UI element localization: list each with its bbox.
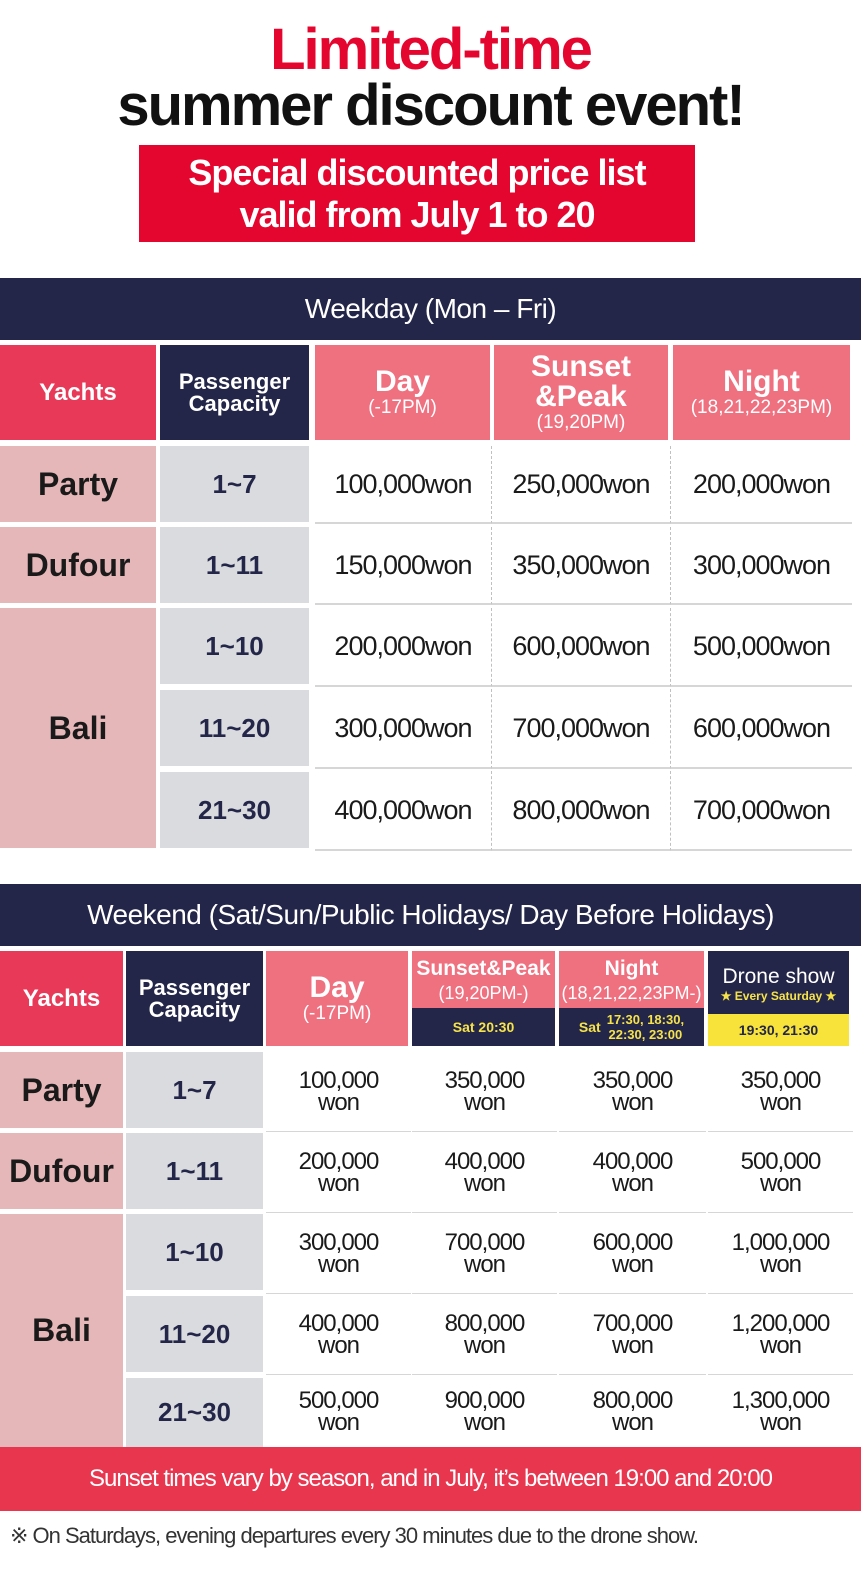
price-unit: won xyxy=(463,1250,506,1278)
weekend-price-drone xyxy=(708,1052,853,1132)
weekend-price-day xyxy=(266,1295,411,1375)
price-amount: 700,000 xyxy=(444,1228,525,1256)
price-amount: 900,000 xyxy=(444,1386,525,1414)
drone-show-label: Drone show xyxy=(722,965,835,988)
sunset-label-line1: Sunset xyxy=(530,349,632,383)
weekend-price-sunset xyxy=(412,1376,557,1447)
weekday-yacht-bali: Bali xyxy=(0,608,156,848)
price-amount: 800,000 xyxy=(592,1386,673,1414)
price-amount: 300,000 xyxy=(298,1228,379,1256)
weekend-header-sunset xyxy=(412,951,555,1046)
weekend-yacht-dufour: Dufour xyxy=(0,1133,123,1209)
weekend-price-sunset xyxy=(412,1133,557,1213)
weekday-price-night: 200,000won xyxy=(671,446,852,524)
weekday-section-title: Weekday (Mon – Fri) xyxy=(0,278,861,340)
weekend-header-night xyxy=(559,951,704,1046)
price-amount: 350,000 xyxy=(740,1066,821,1094)
weekday-capacity: 1~11 xyxy=(160,527,309,603)
price-unit: won xyxy=(463,1088,506,1116)
night-sat-times-line2: 22:30, 23:00 xyxy=(608,1027,683,1042)
weekday-price-day: 150,000won xyxy=(315,527,492,605)
weekend-capacity: 21~30 xyxy=(126,1378,263,1447)
weekday-price-day: 100,000won xyxy=(315,446,492,524)
weekday-price-sunset: 250,000won xyxy=(492,446,671,524)
weekday-price-day: 400,000won xyxy=(315,771,492,851)
weekend-header-yachts: Yachts xyxy=(0,951,123,1046)
weekend-price-day xyxy=(266,1133,411,1213)
weekend-header-drone xyxy=(708,951,849,1046)
night-hours: (18,21,22,23PM-) xyxy=(561,983,702,1003)
drone-every-saturday: ★ Every Saturday ★ xyxy=(720,989,837,1003)
weekday-price-sunset: 700,000won xyxy=(492,689,671,769)
price-amount: 400,000 xyxy=(444,1147,525,1175)
weekday-yacht-party: Party xyxy=(0,446,156,522)
night-sat-label: Sat xyxy=(578,1019,601,1035)
day-hours: (-17PM) xyxy=(302,1002,372,1024)
promo-banner xyxy=(139,145,695,242)
weekday-price-night: 700,000won xyxy=(671,771,852,851)
price-unit: won xyxy=(463,1169,506,1197)
price-unit: won xyxy=(759,1169,802,1197)
weekday-header-yachts: Yachts xyxy=(0,345,156,440)
sunset-label-line2: &Peak xyxy=(535,379,627,413)
weekday-price-night: 600,000won xyxy=(671,689,852,769)
price-unit: won xyxy=(317,1169,360,1197)
day-hours: (-17PM) xyxy=(368,396,437,418)
weekday-header-sunset xyxy=(494,345,668,440)
weekend-price-sunset xyxy=(412,1295,557,1375)
weekend-price-sunset xyxy=(412,1214,557,1294)
capacity-label-line2: Capacity xyxy=(148,996,241,1022)
weekend-header-capacity xyxy=(126,951,263,1046)
price-unit: won xyxy=(463,1408,506,1436)
sunset-peak-label: Sunset&Peak xyxy=(416,957,551,980)
weekday-capacity: 21~30 xyxy=(160,772,309,848)
weekend-header-day xyxy=(266,951,408,1046)
weekend-price-day xyxy=(266,1214,411,1294)
weekend-price-drone xyxy=(708,1133,853,1213)
weekday-price-sunset: 800,000won xyxy=(492,771,671,851)
weekend-capacity: 11~20 xyxy=(126,1296,263,1372)
sunset-peak-hours: (19,20PM-) xyxy=(438,983,529,1003)
capacity-label-line1: Passenger xyxy=(178,368,291,394)
promo-line-1: Special discounted price list xyxy=(188,152,646,193)
weekday-capacity: 1~10 xyxy=(160,608,309,684)
weekend-price-night xyxy=(559,1295,706,1375)
headline-limited-time: Limited-time xyxy=(270,17,591,82)
weekday-price-day: 200,000won xyxy=(315,608,492,687)
price-unit: won xyxy=(611,1331,654,1359)
day-label: Day xyxy=(309,970,365,1004)
weekend-price-drone xyxy=(708,1214,853,1294)
night-label: Night xyxy=(723,364,800,398)
weekday-price-sunset: 600,000won xyxy=(492,608,671,687)
price-amount: 800,000 xyxy=(444,1309,525,1337)
weekday-capacity: 11~20 xyxy=(160,690,309,766)
price-amount: 100,000 xyxy=(298,1066,379,1094)
weekend-price-night xyxy=(559,1052,706,1132)
price-amount: 500,000 xyxy=(298,1386,379,1414)
price-amount: 400,000 xyxy=(592,1147,673,1175)
price-amount: 350,000 xyxy=(592,1066,673,1094)
weekday-header-night xyxy=(673,345,850,440)
sunset-note-bar: Sunset times vary by season, and in July, it’s between 19:00 and 20:00 xyxy=(0,1447,861,1511)
night-hours: (18,21,22,23PM) xyxy=(690,396,833,418)
weekend-price-drone xyxy=(708,1295,853,1375)
weekday-capacity: 1~7 xyxy=(160,446,309,522)
capacity-label-line1: Passenger xyxy=(138,974,251,1000)
promo-line-2: valid from July 1 to 20 xyxy=(239,194,595,235)
price-amount: 1,200,000 xyxy=(731,1309,830,1337)
price-amount: 1,300,000 xyxy=(731,1386,830,1414)
price-unit: won xyxy=(317,1088,360,1116)
weekday-header-capacity xyxy=(160,345,309,440)
weekday-price-night: 500,000won xyxy=(671,608,852,687)
price-amount: 200,000 xyxy=(298,1147,379,1175)
weekend-yacht-party: Party xyxy=(0,1052,123,1128)
weekend-price-sunset xyxy=(412,1052,557,1132)
headline-summer-event: summer discount event! xyxy=(117,73,744,138)
price-unit: won xyxy=(759,1250,802,1278)
price-amount: 600,000 xyxy=(592,1228,673,1256)
price-unit: won xyxy=(759,1408,802,1436)
weekend-capacity: 1~11 xyxy=(126,1133,263,1209)
weekday-price-day: 300,000won xyxy=(315,689,492,769)
weekend-price-night xyxy=(559,1214,706,1294)
capacity-label-line2: Capacity xyxy=(188,390,281,416)
price-amount: 500,000 xyxy=(740,1147,821,1175)
sunset-hours: (19,20PM) xyxy=(536,411,626,433)
price-amount: 700,000 xyxy=(592,1309,673,1337)
weekend-yacht-bali: Bali xyxy=(0,1214,123,1447)
night-sat-times xyxy=(607,1012,684,1042)
weekend-price-day xyxy=(266,1052,411,1132)
price-amount: 1,000,000 xyxy=(731,1228,830,1256)
sunset-saturday-time: Sat 20:30 xyxy=(412,1008,555,1046)
price-unit: won xyxy=(317,1408,360,1436)
price-unit: won xyxy=(463,1331,506,1359)
price-unit: won xyxy=(611,1250,654,1278)
price-amount: 400,000 xyxy=(298,1309,379,1337)
night-sat-times-line1: 17:30, 18:30, xyxy=(606,1012,685,1027)
weekend-price-day xyxy=(266,1376,411,1447)
drone-show-times: 19:30, 21:30 xyxy=(708,1014,849,1046)
weekend-price-night xyxy=(559,1133,706,1213)
price-unit: won xyxy=(317,1331,360,1359)
weekend-capacity: 1~10 xyxy=(126,1214,263,1290)
price-unit: won xyxy=(317,1250,360,1278)
weekend-price-drone xyxy=(708,1376,853,1447)
price-amount: 350,000 xyxy=(444,1066,525,1094)
weekday-yacht-dufour: Dufour xyxy=(0,527,156,603)
price-unit: won xyxy=(759,1331,802,1359)
weekend-capacity: 1~7 xyxy=(126,1052,263,1128)
night-label: Night xyxy=(604,957,659,980)
weekend-section-title: Weekend (Sat/Sun/Public Holidays/ Day Before Holidays) xyxy=(0,884,861,946)
price-unit: won xyxy=(759,1088,802,1116)
weekday-price-night: 300,000won xyxy=(671,527,852,605)
price-unit: won xyxy=(611,1088,654,1116)
night-saturday-times xyxy=(559,1008,704,1046)
weekday-header-day xyxy=(315,345,490,440)
price-unit: won xyxy=(611,1408,654,1436)
weekday-price-sunset: 350,000won xyxy=(492,527,671,605)
day-label: Day xyxy=(374,364,431,398)
drone-show-footnote: ※ On Saturdays, evening departures every 30 minutes due to the drone show. xyxy=(10,1523,698,1548)
price-unit: won xyxy=(611,1169,654,1197)
weekend-price-night xyxy=(559,1376,706,1447)
